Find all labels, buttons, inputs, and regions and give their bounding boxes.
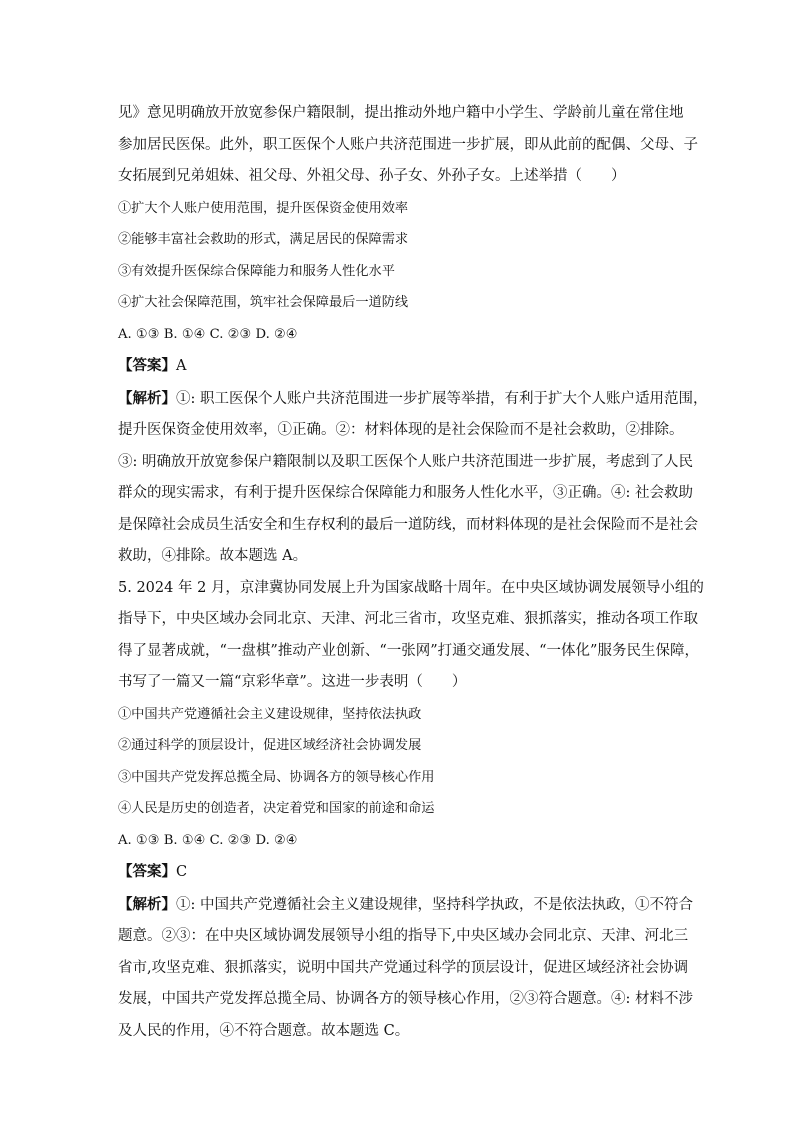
analysis-line — [118, 383, 708, 416]
analysis-text: ①: 中国共产党遵循社会主义建设规律，坚持科学执政，不是依法执政，①不符合 — [176, 896, 693, 913]
page-content — [118, 98, 708, 1047]
analysis-label: 【解析】 — [118, 895, 176, 913]
option-2: ②能够丰富社会救助的形式，满足居民的保障需求 — [118, 232, 409, 247]
question-5 — [118, 573, 704, 1048]
question-4 — [118, 98, 708, 573]
analysis-line: 提升医保资金使用效率，①正确。②：材料体现的是社会保险而不是社会救助，②排除。 — [118, 422, 684, 438]
answer-label: 【答案】 — [118, 357, 176, 374]
analysis-line: 及人民的作用，④不符合题意。故本题选 C。 — [118, 1022, 410, 1039]
analysis-line: 救助，④排除。故本题选 A。 — [118, 548, 308, 564]
option-3: ③有效提升医保综合保障能力和服务人性化水平 — [118, 263, 395, 279]
option-1: ①中国共产党遵循社会主义建设规律，坚持依法执政 — [118, 706, 422, 722]
option-1: ①扩大个人账户使用范围，提升医保资金使用效率 — [118, 200, 409, 216]
analysis-line — [118, 889, 693, 922]
analysis-line: ③: 明确放开放宽参保户籍限制以及职工医保个人账户共济范围进一步扩展，考虑到了人民 — [118, 453, 693, 470]
option-2: ②通过科学的顶层设计，促进区域经济社会协调发展 — [118, 738, 422, 753]
question-stem-line: 参加居民医保。此外，职工医保个人账户共济范围进一步扩展，即从此前的配偶、父母、子 — [118, 136, 698, 153]
option-3: ③中国共产党发挥总揽全局、协调各方的领导核心作用 — [118, 769, 435, 785]
question-stem-line: 见》意见明确放开放宽参保户籍限制，提出推动外地户籍中小学生、学龄前儿童在常住地 — [118, 105, 684, 121]
analysis-label: 【解析】 — [118, 389, 176, 407]
question-stem-line: 书写了一篇又一篇“京彩华章”。这进一步表明（ ） — [118, 674, 467, 690]
analysis-line: 省市,攻坚克难、狠抓落实，说明中国共产党通过科学的顶层设计，促进区域经济社会协调 — [118, 959, 689, 976]
answer-line — [118, 856, 678, 889]
question-stem-line: 得了显著成就，“一盘棋”推动产业创新、“一张网”打通交通发展、“一体化”服务民生保障， — [118, 642, 699, 659]
option-4: ④人民是历史的创造者，决定着党和国家的前途和命运 — [118, 801, 435, 816]
option-4: ④扩大社会保障范围，筑牢社会保障最后一道防线 — [118, 295, 409, 310]
analysis-line: 发展，中国共产党发挥总揽全局、协调各方的领导核心作用，②③符合题意。④: 材料不涉 — [118, 991, 693, 1007]
answer-line — [118, 350, 678, 383]
question-stem-line: 5. 2024 年 2 月，京津冀协同发展上升为国家战略十周年。在中央区域协调发展领导小组的 — [118, 579, 704, 596]
answer-choices: A. ①③ B. ①④ C. ②③ D. ②④ — [118, 832, 298, 848]
answer-value: A — [176, 358, 187, 374]
answer-value: C — [176, 864, 188, 880]
answer-choices: A. ①③ B. ①④ C. ②③ D. ②④ — [118, 326, 298, 342]
question-stem-line: 女拓展到兄弟姐妹、祖父母、外祖父母、孙子女、外孙子女。上述举措（ ） — [118, 168, 626, 184]
analysis-line: 是保障社会成员生活安全和生存权利的最后一道防线，而材料体现的是社会保险而不是社会 — [118, 516, 698, 533]
answer-label: 【答案】 — [118, 863, 176, 880]
question-stem-line: 指导下，中央区域办会同北京、天津、河北三省市，攻坚克难、狠抓落实，推动各项工作取 — [118, 611, 698, 627]
analysis-line: 题意。②③：在中央区域协调发展领导小组的指导下,中央区域办会同北京、天津、河北三 — [118, 928, 689, 944]
analysis-line: 群众的现实需求，有利于提升医保综合保障能力和服务人性化水平，③正确。④: 社会救助 — [118, 485, 693, 501]
analysis-text: ①: 职工医保个人账户共济范围进一步扩展等举措，有利于扩大个人账户适用范围， — [176, 390, 708, 407]
